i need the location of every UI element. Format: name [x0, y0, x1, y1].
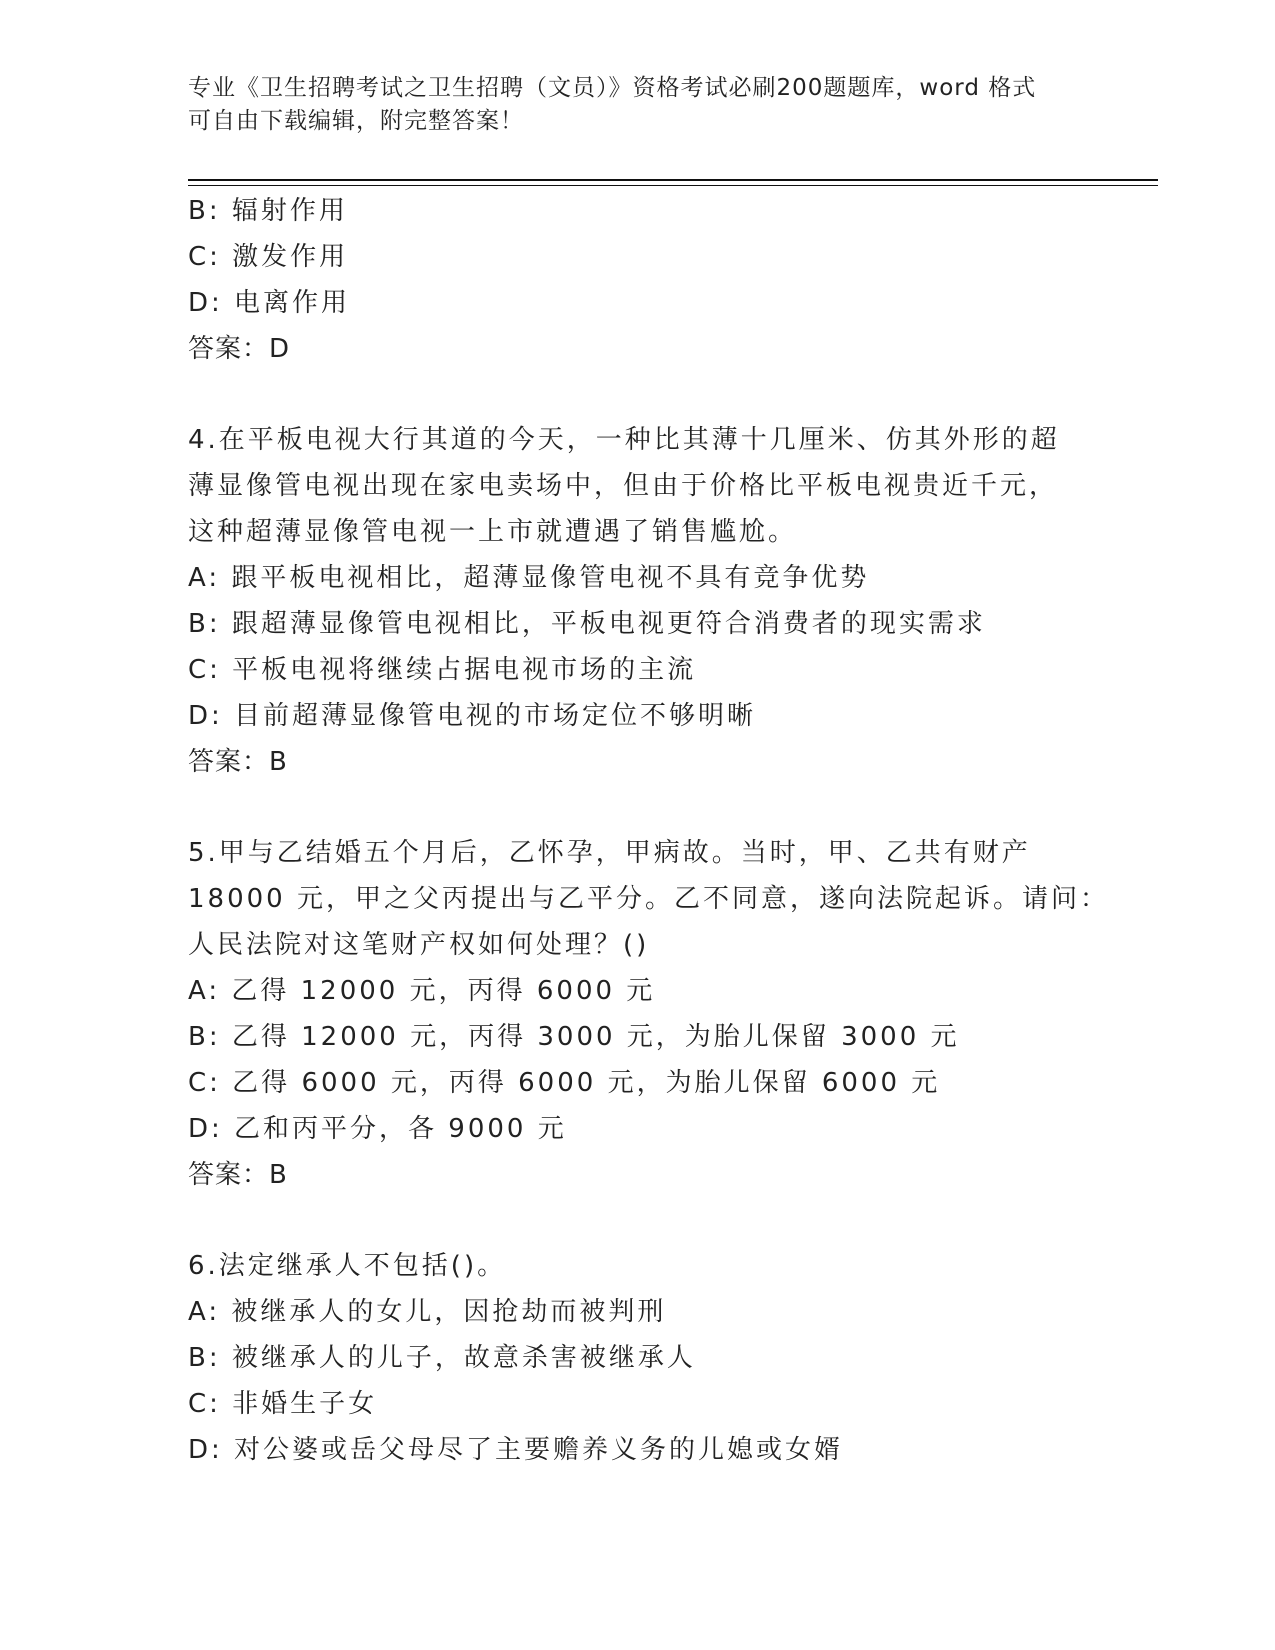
header-title-line-1: 专业《卫生招聘考试之卫生招聘（文员）》资格考试必刷200题题库，word 格式: [188, 75, 1037, 101]
question-4: [188, 417, 1088, 785]
question-stem-line: 这种超薄显像管电视一上市就遭遇了销售尴尬。: [188, 517, 798, 547]
option-a: A: 被继承人的女儿，因抢劫而被判刑: [188, 1297, 667, 1327]
option-d: D: 电离作用: [188, 288, 351, 318]
page-header: [188, 72, 1088, 138]
question-6: [188, 1243, 1088, 1473]
option-c: C: 乙得 6000 元，丙得 6000 元，为胎儿保留 6000 元: [188, 1068, 941, 1098]
option-d: D: 乙和丙平分，各 9000 元: [188, 1114, 567, 1144]
option-a: A: 跟平板电视相比，超薄显像管电视不具有竞争优势: [188, 563, 870, 593]
question-stem-line: 薄显像管电视出现在家电卖场中，但由于价格比平板电视贵近千元，: [188, 471, 1059, 501]
question-content: [188, 188, 1109, 1473]
option-c: C: 非婚生子女: [188, 1389, 378, 1419]
answer-line: 答案：B: [188, 1160, 288, 1190]
answer-line: 答案：B: [188, 747, 288, 777]
option-b: B: 辐射作用: [188, 196, 348, 226]
answer-line: 答案：D: [188, 334, 291, 364]
question-spacer: [188, 372, 1088, 417]
question-stem-line: 4.在平板电视大行其道的今天，一种比其薄十几厘米、仿其外形的超: [188, 425, 1060, 455]
option-d: D: 对公婆或岳父母尽了主要赡养义务的儿媳或女婿: [188, 1435, 844, 1465]
option-a: A: 乙得 12000 元，丙得 6000 元: [188, 976, 656, 1006]
partial-question: [188, 188, 1088, 372]
question-stem-line: 5.甲与乙结婚五个月后，乙怀孕，甲病故。当时，甲、乙共有财产: [188, 838, 1031, 868]
option-d: D: 目前超薄显像管电视的市场定位不够明晰: [188, 701, 757, 731]
option-b: B: 乙得 12000 元，丙得 3000 元，为胎儿保留 3000 元: [188, 1022, 960, 1052]
header-divider-thin: [188, 185, 1158, 186]
header-divider-thick: [188, 179, 1158, 181]
question-stem-line: 18000 元，甲之父丙提出与乙平分。乙不同意，遂向法院起诉。请问：: [188, 884, 1109, 914]
header-title-line-2: 可自由下载编辑，附完整答案！: [188, 108, 524, 134]
question-5: [188, 830, 1109, 1198]
question-stem-line: 人民法院对这笔财产权如何处理？(): [188, 930, 650, 960]
option-c: C: 激发作用: [188, 242, 349, 272]
option-c: C: 平板电视将继续占据电视市场的主流: [188, 655, 697, 685]
question-spacer: [188, 785, 1088, 830]
question-stem-line: 6.法定继承人不包括()。: [188, 1251, 507, 1281]
option-b: B: 跟超薄显像管电视相比，平板电视更符合消费者的现实需求: [188, 609, 986, 639]
option-b: B: 被继承人的儿子，故意杀害被继承人: [188, 1343, 696, 1373]
question-spacer: [188, 1198, 1088, 1243]
